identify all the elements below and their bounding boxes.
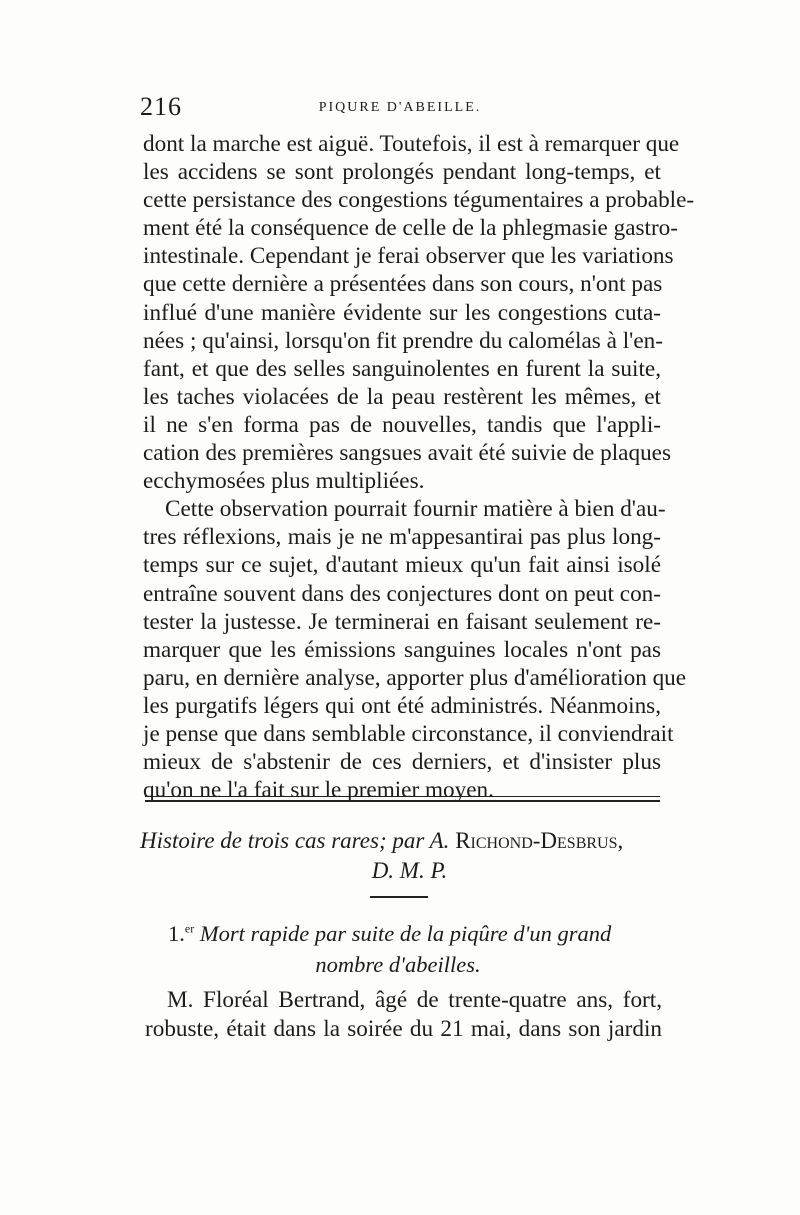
- text-line: cette persistance des congestions tégumentaires a probable-: [143, 187, 695, 214]
- running-head: PIQURE D'ABEILLE.: [318, 100, 482, 115]
- text-line: je pense que dans semblable circonstance, il conviendrait: [143, 720, 674, 747]
- short-rule: [370, 896, 428, 898]
- text-line: ment été la conséquence de celle de la phlegmasie gastro-: [143, 215, 678, 242]
- divider-rule-thick: [145, 800, 660, 802]
- section-title-line2: nombre d'abeilles.: [315, 952, 481, 977]
- section-number: 1.$^{er}$: [168, 921, 195, 946]
- text-line: qu'on ne l'a fait sur le premier moyen.: [143, 777, 494, 804]
- divider-rule-thin: [145, 796, 660, 797]
- section-divider: [145, 796, 660, 805]
- text-line: marquer que les émissions sanguines locales n'ont pas: [143, 636, 661, 663]
- title-text: Histoire de trois cas rares; par A.: [140, 828, 456, 853]
- text-line: les purgatifs légers qui ont été administrés. Néanmoins,: [143, 692, 661, 719]
- text-line: ecchymosées plus multipliées.: [143, 468, 425, 495]
- article-title: [140, 826, 665, 886]
- section-body: [145, 986, 662, 1043]
- section-title-line1: Mort rapide par suite de la piqûre d'un grand: [199, 921, 612, 946]
- text-line: robuste, était dans la soirée du 21 mai, dans son jardin: [145, 1015, 662, 1042]
- author-name: Richond-Desbrus,: [455, 828, 624, 853]
- text-line: les taches violacées de la peau restèrent les mêmes, et: [143, 383, 661, 410]
- body-paragraphs: [143, 130, 695, 804]
- text-line: Cette observation pourrait fournir matière à bien d'au-: [165, 496, 666, 523]
- text-line: tester la justesse. Je terminerai en faisant seulement re-: [143, 608, 661, 635]
- text-line: que cette dernière a présentées dans son cours, n'ont pas: [143, 271, 663, 298]
- text-line: temps sur ce sujet, d'autant mieux qu'un fait ainsi isolé: [143, 552, 661, 579]
- text-line: dont la marche est aiguë. Toutefois, il est à remarquer que: [143, 131, 680, 157]
- text-line: fant, et que des selles sanguinolentes en furent la suite,: [143, 355, 661, 382]
- section-heading-line: [168, 918, 668, 949]
- text-line: nées ; qu'ainsi, lorsqu'on fit prendre du calomélas à l'en-: [143, 327, 663, 354]
- text-line: entraîne souvent dans des conjectures dont on peut con-: [143, 580, 661, 607]
- text-line: tres réflexions, mais je ne m'appesantirai pas plus long-: [143, 524, 661, 551]
- text-line: mieux de s'abstenir de ces derniers, et d'insister plus: [143, 749, 661, 776]
- text-line: M. Floréal Bertrand, âgé de trente-quatre ans, fort,: [167, 987, 662, 1013]
- text-line: cation des premières sangsues avait été suivie de plaques: [143, 440, 671, 467]
- author-degree: D. M. P.: [371, 858, 448, 883]
- text-line: intestinale. Cependant je ferai observer que les variations: [143, 243, 674, 270]
- text-line: les accidens se sont prolongés pendant long-temps, et: [143, 159, 661, 186]
- text-line: il ne s'en forma pas de nouvelles, tandis que l'appli-: [143, 411, 661, 438]
- text-line: paru, en dernière analyse, apporter plus d'amélioration que: [143, 664, 687, 691]
- page-number: 216: [140, 92, 182, 121]
- article-title-line: [140, 826, 665, 856]
- section-number-suffix: er: [184, 921, 195, 936]
- page-header: [140, 92, 660, 122]
- text-line: influé d'une manière évidente sur les congestions cuta-: [143, 299, 661, 326]
- section-heading: [168, 918, 668, 980]
